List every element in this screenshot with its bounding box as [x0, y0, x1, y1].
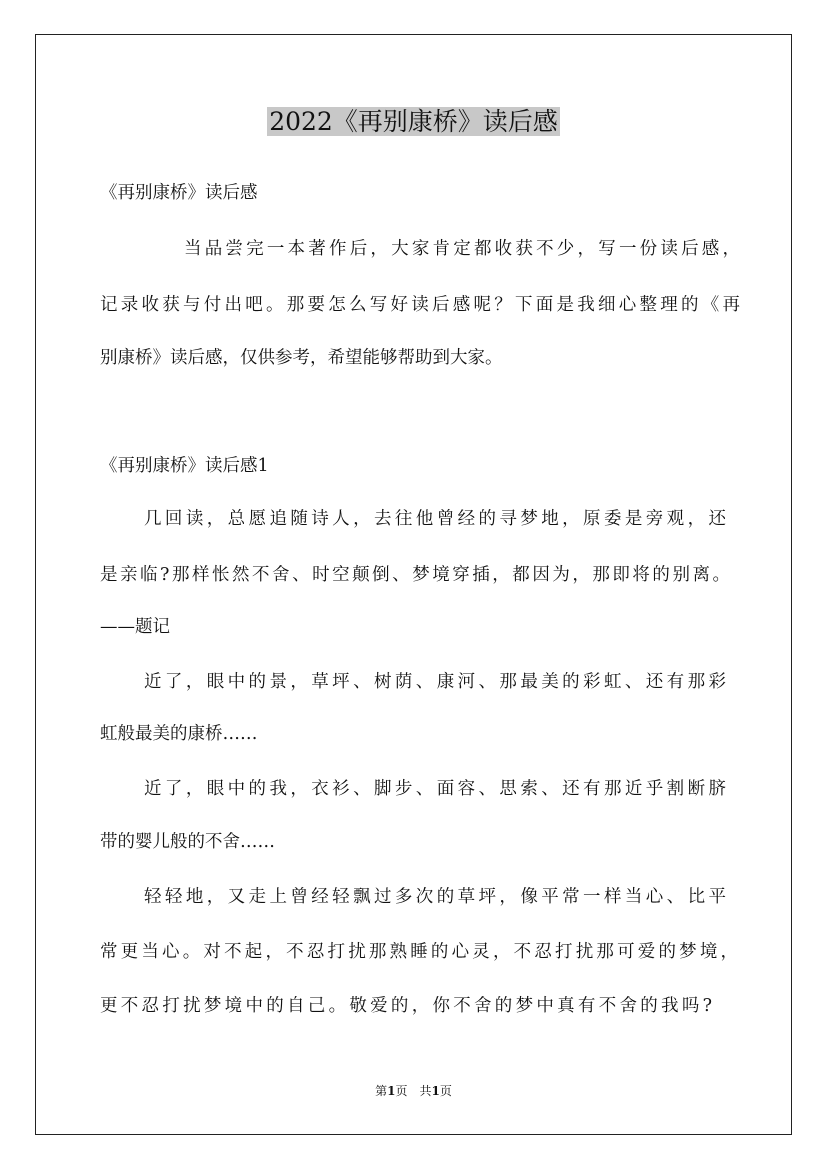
section-heading: 《再别康桥》读后感1	[100, 456, 269, 476]
body-line-4: 近了，眼中的景，草坪、树荫、康河、那最美的彩虹、还有那彩	[144, 672, 726, 692]
footer-prefix: 第	[375, 1084, 388, 1098]
body-line-3: ——题记	[100, 617, 170, 637]
footer-page-current: 1	[387, 1084, 396, 1098]
footer-suffix: 页	[439, 1084, 452, 1098]
body-line-7: 带的婴儿般的不舍……	[100, 832, 275, 852]
body-line-8: 轻轻地，又走上曾经轻飘过多次的草坪，像平常一样当心、比平	[144, 887, 726, 907]
body-line-5: 虹般最美的康桥……	[100, 724, 258, 744]
footer-mid: 页 共	[395, 1084, 432, 1098]
document-title-text: 2022《再别康桥》读后感	[269, 107, 558, 136]
intro-line-3: 别康桥》读后感，仅供参考，希望能够帮助到大家。	[100, 348, 503, 368]
body-line-1: 几回读，总愿追随诗人，去往他曾经的寻梦地，原委是旁观，还	[144, 509, 726, 529]
document-title	[0, 100, 827, 144]
body-line-9: 常更当心。对不起，不忍打扰那熟睡的心灵，不忍打扰那可爱的梦境，	[100, 942, 738, 962]
footer-page-total: 1	[431, 1084, 440, 1098]
body-line-6: 近了，眼中的我，衣衫、脚步、面容、思索、还有那近乎割断脐	[144, 779, 726, 799]
body-line-10: 更不忍打扰梦境中的自己。敬爱的，你不舍的梦中真有不舍的我吗?	[100, 996, 712, 1016]
page-footer	[0, 1082, 827, 1100]
intro-line-1: 当品尝完一本著作后，大家肯定都收获不少，写一份读后感，	[184, 239, 740, 259]
intro-line-2: 记录收获与付出吧。那要怎么写好读后感呢？下面是我细心整理的《再	[100, 295, 740, 315]
subheading: 《再别康桥》读后感	[100, 183, 258, 203]
body-line-2: 是亲临?那样怅然不舍、时空颠倒、梦境穿插，都因为，那即将的别离。	[100, 565, 730, 585]
